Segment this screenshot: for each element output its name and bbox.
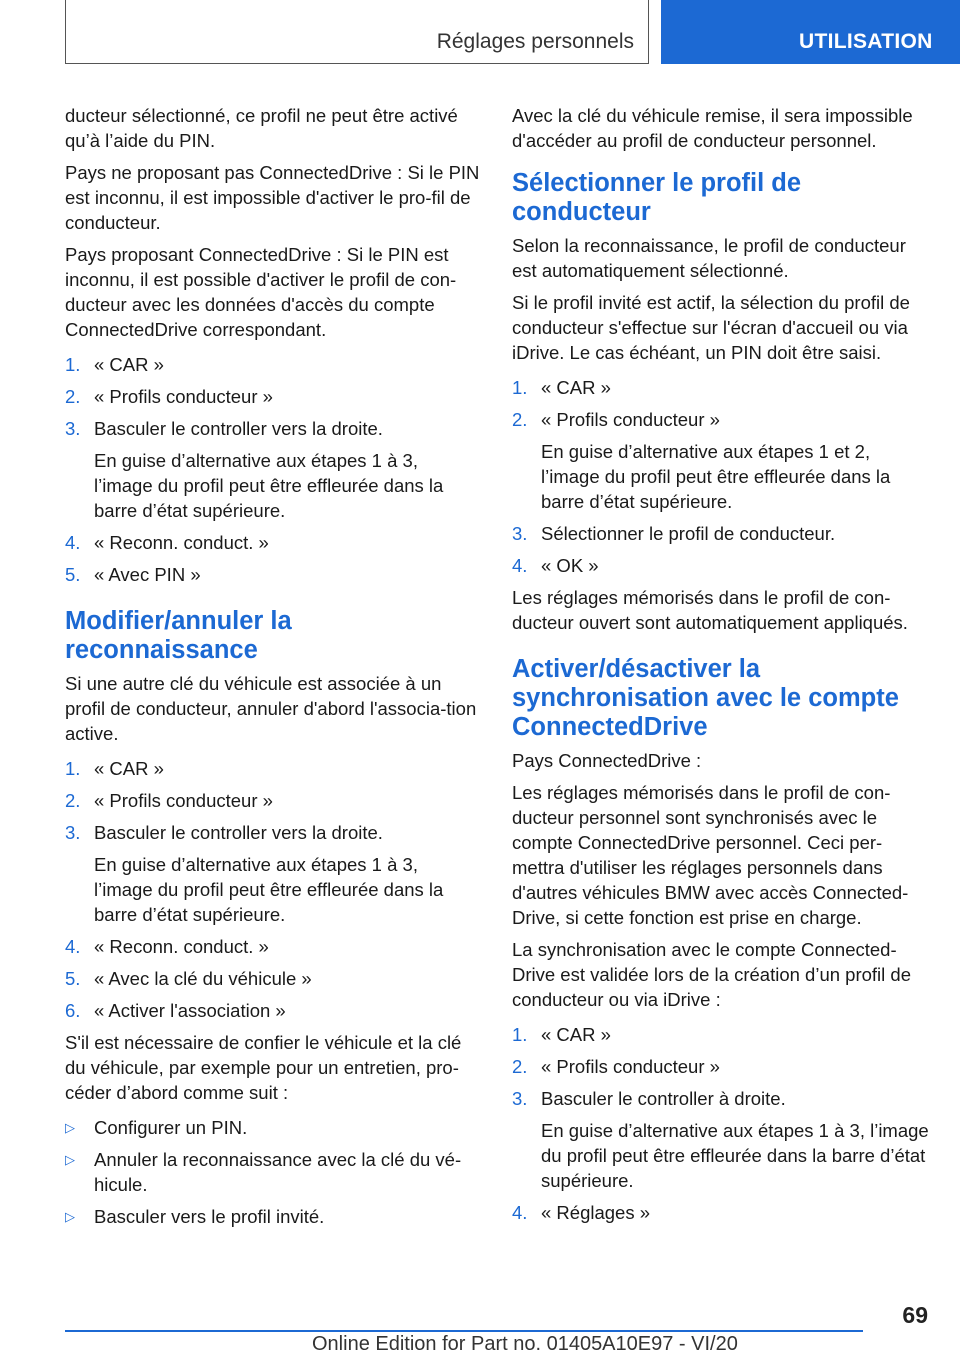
select-steps-list xyxy=(512,375,930,578)
cancel-steps-list xyxy=(65,756,481,1023)
step-text: « Avec la clé du véhicule » xyxy=(94,968,312,989)
step-number: 4. xyxy=(65,936,81,957)
heading-modify-recognition: Modifier/annuler la reconnaissance xyxy=(65,607,292,664)
step-text: Basculer le controller à droite. xyxy=(541,1088,786,1109)
step-item xyxy=(65,530,481,555)
step-number: 4. xyxy=(512,555,528,576)
step-number: 3. xyxy=(512,523,528,544)
right-paragraph-1: Avec la clé du véhicule remise, il sera impossible d'accéder au profil de conducteur personnel. xyxy=(512,105,913,151)
step-text: « Profils conducteur » xyxy=(541,1056,720,1077)
bullet-item: ▷ Configurer un PIN. xyxy=(65,1117,248,1138)
left-paragraph-5: S'il est nécessaire de confier le véhicule et la clé du véhicule, par exemple pour un entretien, pro‐céder d’abord comme suit : xyxy=(65,1032,462,1103)
step-text: Basculer le controller vers la droite. xyxy=(94,822,383,843)
step-text: « Profils conducteur » xyxy=(541,409,720,430)
right-paragraph-4: Les réglages mémorisés dans le profil de con‐ducteur ouvert sont automatiquement appliqués. xyxy=(512,587,908,633)
right-paragraph-7: La synchronisation avec le compte Connected‐Drive est validée lors de la création d’un profil de conducteur ou via iDrive : xyxy=(512,939,911,1010)
page-number: 69 xyxy=(902,1302,928,1328)
triangle-bullet-icon: ▷ xyxy=(65,1209,75,1224)
step-number: 4. xyxy=(65,532,81,553)
sync-steps-list xyxy=(512,1022,930,1225)
step-item xyxy=(65,384,481,409)
step-text: « CAR » xyxy=(541,1024,611,1045)
right-column xyxy=(512,103,930,1232)
step-item xyxy=(65,966,481,991)
step-text: « Activer l'association » xyxy=(94,1000,286,1021)
step-item xyxy=(65,998,481,1023)
step-text: « CAR » xyxy=(94,758,164,779)
step-item xyxy=(512,1022,930,1047)
step-number: 3. xyxy=(512,1088,528,1109)
triangle-bullet-icon: ▷ xyxy=(65,1120,75,1135)
step-item xyxy=(512,375,930,400)
step-number: 1. xyxy=(65,758,81,779)
step-item xyxy=(65,562,481,587)
right-paragraph-2: Selon la reconnaissance, le profil de conducteur est automatiquement sélectionné. xyxy=(512,235,906,281)
left-paragraph-1: ducteur sélectionné, ce profil ne peut être activé qu’à l’aide du PIN. xyxy=(65,105,458,151)
step-number: 6. xyxy=(65,1000,81,1021)
bullet-item: ▷ Basculer vers le profil invité. xyxy=(65,1206,325,1227)
footer-edition-text: Online Edition for Part no. 01405A10E97 - VI/20 xyxy=(312,1333,738,1355)
left-paragraph-4: Si une autre clé du véhicule est associée à un profil de conducteur, annuler d'abord l'associa‐tion active. xyxy=(65,673,477,744)
step-number: 3. xyxy=(65,822,81,843)
step-text: « OK » xyxy=(541,555,599,576)
step-item xyxy=(65,416,481,523)
step-number: 5. xyxy=(65,564,81,585)
right-paragraph-5: Pays ConnectedDrive : xyxy=(512,750,702,771)
footer-divider xyxy=(65,1330,863,1332)
step-number: 1. xyxy=(512,377,528,398)
header-chapter-label: UTILISATION xyxy=(799,30,933,53)
step-number: 1. xyxy=(512,1024,528,1045)
step-note: En guise d’alternative aux étapes 1 à 3, l’image du profil peut être effleurée dans la barre d’état supérieure. xyxy=(94,450,444,521)
header-chapter-tab[interactable] xyxy=(661,0,960,64)
step-item xyxy=(65,788,481,813)
left-paragraph-2: Pays ne proposant pas ConnectedDrive : Si le PIN est inconnu, il est impossible d'activer le pro‐fil de conducteur. xyxy=(65,162,480,233)
step-item xyxy=(512,553,930,578)
step-text: « Reconn. conduct. » xyxy=(94,936,269,957)
right-paragraph-6: Les réglages mémorisés dans le profil de con‐ducteur personnel sont synchronisés avec le compte ConnectedDrive personnel. Ceci per‐mettra d'utiliser les réglages personnels dans d'autres véhicules BMW avec accès Connected‐Drive, si cette fonction est prise en charge. xyxy=(512,782,909,928)
step-note: En guise d’alternative aux étapes 1 à 3, l’image du profil peut être effleurée dans la barre d’état supérieure. xyxy=(541,1120,929,1191)
step-text: Sélectionner le profil de conducteur. xyxy=(541,523,836,544)
precaution-bullet-list xyxy=(65,1115,481,1229)
heading-select-profile: Sélectionner le profil de conducteur xyxy=(512,169,802,226)
step-number: 5. xyxy=(65,968,81,989)
left-column xyxy=(65,103,481,1236)
step-item xyxy=(65,934,481,959)
step-text: « CAR » xyxy=(541,377,611,398)
step-item xyxy=(65,820,481,927)
step-note: En guise d’alternative aux étapes 1 et 2, l’image du profil peut être effleurée dans la barre d’état supérieure. xyxy=(541,441,891,512)
step-text: « Réglages » xyxy=(541,1202,651,1223)
step-text: « CAR » xyxy=(94,354,164,375)
step-note: En guise d’alternative aux étapes 1 à 3, l’image du profil peut être effleurée dans la barre d’état supérieure. xyxy=(94,854,444,925)
step-number: 2. xyxy=(512,409,528,430)
bullet-item: ▷ Annuler la reconnaissance avec la clé du vé‐hicule. xyxy=(65,1149,462,1195)
step-item xyxy=(512,521,930,546)
step-number: 2. xyxy=(65,386,81,407)
step-number: 2. xyxy=(512,1056,528,1077)
step-number: 1. xyxy=(65,354,81,375)
step-text: « Profils conducteur » xyxy=(94,386,273,407)
triangle-bullet-icon: ▷ xyxy=(65,1152,75,1167)
step-number: 2. xyxy=(65,790,81,811)
step-item xyxy=(512,1086,930,1193)
step-text: « Avec PIN » xyxy=(94,564,201,585)
step-item xyxy=(512,1054,930,1079)
step-number: 4. xyxy=(512,1202,528,1223)
header-section-title: Réglages personnels xyxy=(436,30,634,53)
step-text: « Profils conducteur » xyxy=(94,790,273,811)
step-item xyxy=(65,352,481,377)
step-item xyxy=(512,1200,930,1225)
step-text: Basculer le controller vers la droite. xyxy=(94,418,383,439)
right-paragraph-3: Si le profil invité est actif, la sélection du profil de conducteur s'effectue sur l'écran d'accueil ou via iDrive. Le cas échéant, un PIN doit être saisi. xyxy=(512,292,910,363)
header-section-box xyxy=(65,0,649,64)
step-item xyxy=(512,407,930,514)
heading-sync-connecteddrive: Activer/désactiver la synchronisation avec le compte ConnectedDrive xyxy=(512,655,899,741)
step-item xyxy=(65,756,481,781)
step-text: « Reconn. conduct. » xyxy=(94,532,269,553)
step-number: 3. xyxy=(65,418,81,439)
left-paragraph-3: Pays proposant ConnectedDrive : Si le PIN est inconnu, il est possible d'activer le profil de con‐ducteur avec les données d'accès du compte ConnectedDrive correspondant. xyxy=(65,244,457,340)
pin-steps-list xyxy=(65,352,481,587)
